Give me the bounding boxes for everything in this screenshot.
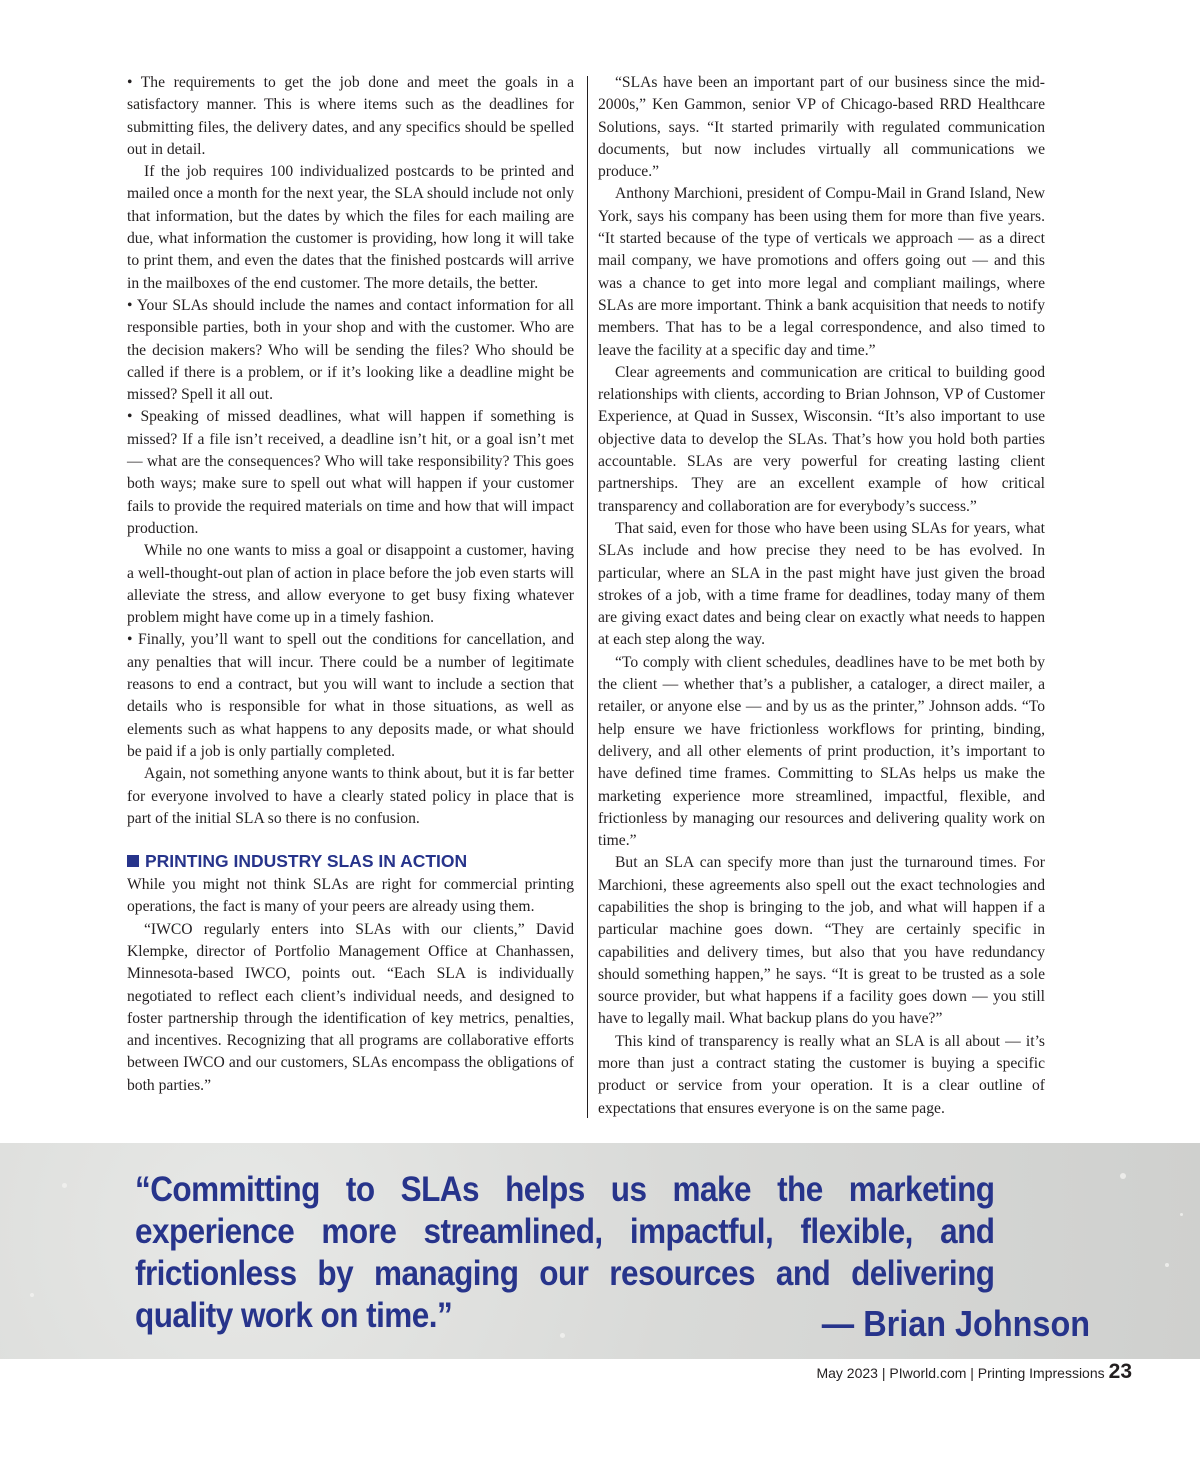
body-paragraph: If the job requires 100 individualized postcards to be printed and mailed once a month for the next year, the SLA should include not only that information, but the dates by which the files for each mailing are due, what information the customer is providing, how long it will take to print them, and even the dates that the finished postcards will arrive in the mailboxes of the end customer. The more details, the better. — [127, 163, 574, 292]
texture-speck — [1165, 1263, 1169, 1267]
body-paragraph: But an SLA can specify more than just the turnaround times. For Marchioni, these agreements also spell out the exact technologies and capabilities the shop is bringing to the job, and what will happen if a particular machine goes down. “They are certainly specific in capabilities and delivery times, but also that you have redundancy should something happen,” he says. “It is great to be trusted as a sole source provider, but what happens if a facility goes down — you still have to legally mail. What backup plans do you have?” — [598, 854, 1045, 1028]
pull-quote-band — [0, 1143, 1200, 1359]
square-bullet-icon — [127, 855, 139, 867]
pull-quote-attribution: — Brian Johnson — [821, 1303, 1090, 1344]
body-paragraph: “To comply with client schedules, deadlines have to be met both by the client — whether that’s a publisher, a cataloger, a direct mailer, a retailer, or anyone else — and by us as the printer,” Johnson adds. “To help ensure we have frictionless workflows for printing, binding, delivery, and all other elements of print production, it’s important to have defined time frames. Committing to SLAs helps us make the marketing experience more streamlined, impactful, flexible, and frictionless by managing our resources and delivering quality work on time.” — [598, 653, 1045, 850]
page-footer — [816, 1360, 1132, 1384]
body-paragraph: • Finally, you’ll want to spell out the conditions for cancellation, and any penalties that will incur. There could be a number of legitimate reasons to end a contract, but you will want to include a section that details who is responsible for what in those situations, as well as elements such as what happens to any deposits made, or what should be paid if a job is only partially completed. — [127, 631, 574, 760]
body-paragraph: While no one wants to miss a goal or disappoint a customer, having a well-thought-out plan of action in place before the job even starts will alleviate the stress, and allow everyone to get busy fixing whatever problem might have come up in a timely fashion. — [127, 542, 574, 627]
left-column — [127, 72, 574, 1097]
body-paragraph: While you might not think SLAs are right for commercial printing operations, the fact is many of your peers are already using them. — [127, 876, 574, 916]
texture-speck — [62, 1183, 67, 1188]
body-paragraph: “IWCO regularly enters into SLAs with our clients,” David Klempke, director of Portfolio Management Office at Chanhassen, Minnesota-based IWCO, points out. “Each SLA is individually negotiated to reflect each client’s individual needs, and designed to foster partnership through the identification of key metrics, penalties, and incentives. Recognizing that all programs are collaborative efforts between IWCO and our customers, SLAs encompass the obligations of both parties.” — [127, 920, 574, 1094]
section-heading-text: PRINTING INDUSTRY SLAS IN ACTION — [145, 851, 468, 872]
body-paragraph: “SLAs have been an important part of our business since the mid-2000s,” Ken Gammon, senior VP of Chicago-based RRD Healthcare Solutions, says. “It started primarily with regulated communication documents, but now includes virtually all communications we produce.” — [598, 74, 1045, 181]
section-heading — [127, 850, 574, 872]
page-number: 23 — [1108, 1360, 1132, 1383]
pull-quote-text: “Committing to SLAs helps us make the marketing experience more streamlined, impactful, flexible, and frictionless by managing our resources and delivering quality work on time.” — [135, 1170, 995, 1335]
body-paragraph: Anthony Marchioni, president of Compu-Mail in Grand Island, New York, says his company has been using them for more than five years. “It started because of the type of verticals we approach — as a direct mail company, we have promotions and offers going out — and this was a chance to get into more legal and compliant mailings, where SLAs are more important. Think a bank acquisition that needs to notify members. That has to be a legal correspondence, and also timed to leave the facility at a specific day and time.” — [598, 185, 1045, 359]
texture-speck — [30, 1293, 34, 1297]
body-paragraph: • The requirements to get the job done and meet the goals in a satisfactory manner. This is where items such as the deadlines for submitting files, the delivery dates, and any specifics should be spelled out in detail. — [127, 74, 574, 158]
footer-text: May 2023 | PIworld.com | Printing Impressions — [816, 1365, 1105, 1381]
column-divider — [587, 76, 588, 1118]
texture-speck — [1120, 1173, 1126, 1179]
texture-speck — [1180, 1213, 1183, 1216]
body-paragraph: Clear agreements and communication are critical to building good relationships with clients, according to Brian Johnson, VP of Customer Experience, at Quad in Sussex, Wisconsin. “It’s also important to use objective data to develop the SLAs. That’s how you hold both parties accountable. SLAs are very powerful for creating lasting client partnerships. They are an excellent example of how critical transparency and collaboration are for everybody’s success.” — [598, 363, 1045, 515]
right-column — [598, 72, 1045, 1120]
body-paragraph: This kind of transparency is really what an SLA is all about — it’s more than just a contract stating the customer is buying a specific product or service from your operation. It is a clear outline of expectations that ensures everyone is on the same page. — [598, 1032, 1045, 1117]
body-paragraph: Again, not something anyone wants to think about, but it is far better for everyone involved to have a clearly stated policy in place that is part of the initial SLA so there is no confusion. — [127, 765, 574, 827]
body-paragraph: • Speaking of missed deadlines, what will happen if something is missed? If a file isn’t received, a deadline isn’t hit, or a goal isn’t met — what are the consequences? Who will take responsibility? This goes both ways; make sure to spell out what will happen if your customer fails to provide the required materials on time and how that will impact production. — [127, 408, 574, 537]
body-paragraph: • Your SLAs should include the names and contact information for all responsible parties, both in your shop and with the customer. Who are the decision makers? Who will be sending the files? Who should be called if there is a problem, or if it’s looking like a deadline might be missed? Spell it all out. — [127, 296, 574, 404]
body-paragraph: That said, even for those who have been using SLAs for years, what SLAs include and how precise they need to be has evolved. In particular, where an SLA in the past might have just given the broad strokes of a job, with a time frame for deadlines, today many of them are giving exact dates and being clear on exactly what needs to happen at each step along the way. — [598, 519, 1045, 649]
